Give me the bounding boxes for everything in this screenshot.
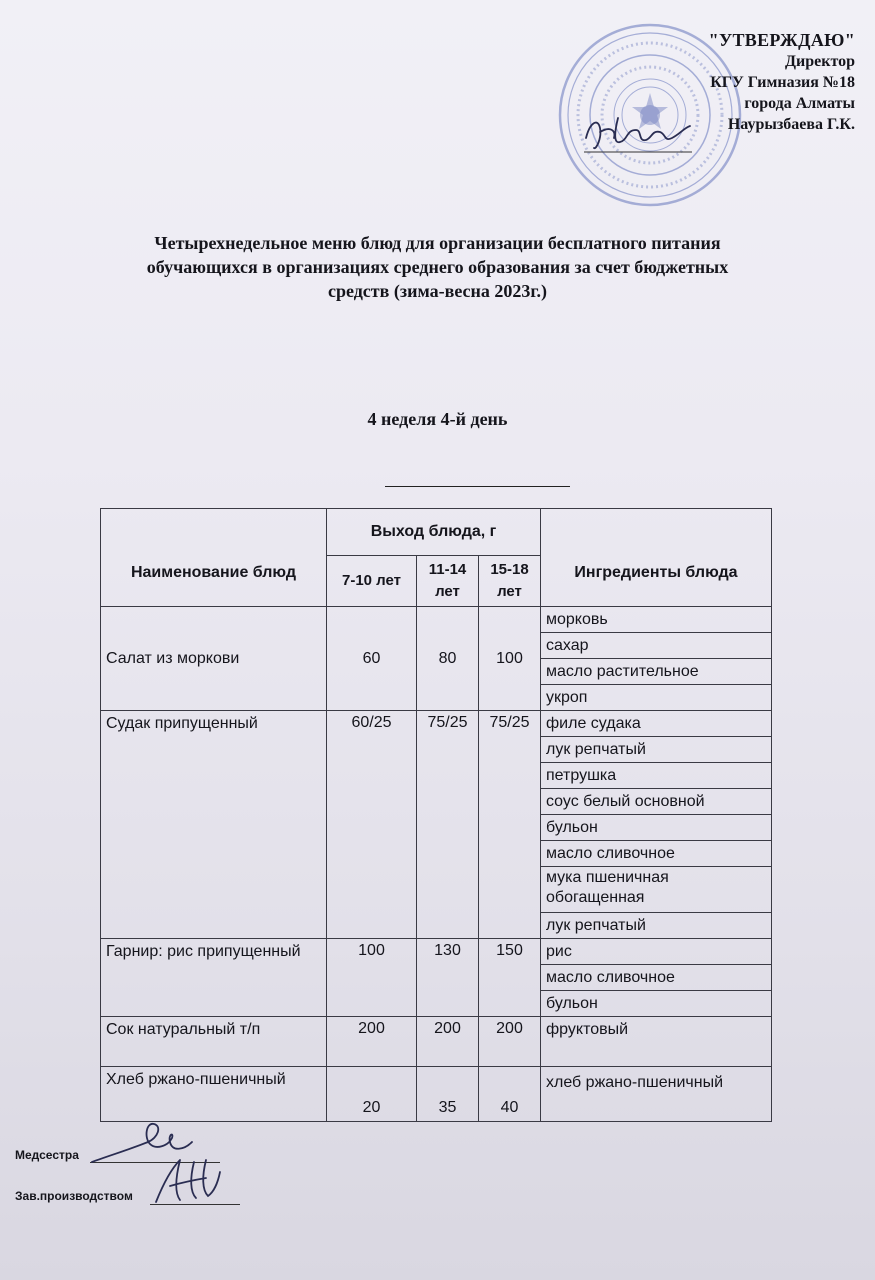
ingredient: морковь (541, 607, 771, 633)
yield-value: 75/25 (417, 711, 479, 939)
ingredient: масло сливочное (541, 965, 771, 991)
header-ingredients: Ингредиенты блюда (541, 509, 772, 607)
yield-value: 75/25 (479, 711, 541, 939)
ingredients-cell (541, 711, 772, 939)
title-line-2: обучающихся в организациях среднего образования за счет бюджетных (146, 257, 729, 277)
dish-name: Судак припущенный (101, 711, 327, 939)
yield-value: 35 (417, 1067, 479, 1122)
ingredient: масло растительное (541, 659, 771, 685)
ingredient: фруктовый (546, 1021, 629, 1038)
nurse-label: Медсестра (15, 1148, 79, 1162)
yield-value: 100 (479, 607, 541, 711)
header-yield: Выход блюда, г (327, 509, 541, 556)
approval-city: города Алматы (744, 95, 855, 112)
ingredient: бульон (541, 815, 771, 841)
week-day-heading: 4 неделя 4-й день (367, 409, 508, 429)
yield-value: 150 (479, 939, 541, 1017)
director-signature (580, 108, 700, 160)
ingredient: укроп (546, 689, 588, 706)
production-manager-label: Зав.производством (15, 1189, 133, 1203)
yield-value: 40 (479, 1067, 541, 1122)
header-age-15-18: 15-18 лет (479, 556, 541, 607)
ingredient: филе судака (541, 711, 771, 737)
approval-name: Наурызбаева Г.К. (727, 116, 855, 133)
ingredients-cell (541, 1017, 772, 1067)
yield-value: 60 (327, 607, 417, 711)
yield-value: 60/25 (327, 711, 417, 939)
menu-table (100, 508, 772, 1122)
ingredients-cell (541, 1067, 772, 1122)
approval-org: КГУ Гимназия №18 (710, 74, 855, 91)
ingredient: мука пшеничная обогащенная (541, 867, 771, 913)
ingredients-cell (541, 607, 772, 711)
underline-divider (385, 486, 570, 487)
ingredient: бульон (546, 995, 598, 1012)
dish-name: Салат из моркови (101, 607, 327, 711)
approval-heading: "УТВЕРЖДАЮ" (708, 30, 855, 50)
ingredient: сахар (541, 633, 771, 659)
table-header-row (101, 509, 772, 556)
yield-value: 80 (417, 607, 479, 711)
table-row (101, 1067, 772, 1122)
header-age-11-14: 11-14 лет (417, 556, 479, 607)
yield-value: 20 (327, 1067, 417, 1122)
ingredient: соус белый основной (541, 789, 771, 815)
ingredient: петрушка (541, 763, 771, 789)
yield-value: 200 (417, 1017, 479, 1067)
dish-name: Хлеб ржано-пшеничный (101, 1067, 327, 1122)
header-dish-name: Наименование блюд (101, 509, 327, 607)
dish-name: Гарнир: рис припущенный (101, 939, 327, 1017)
approval-position: Директор (785, 53, 855, 70)
ingredient: лук репчатый (546, 917, 646, 934)
ingredient: масло сливочное (541, 841, 771, 867)
production-signature (150, 1152, 225, 1210)
yield-value: 130 (417, 939, 479, 1017)
ingredient: лук репчатый (541, 737, 771, 763)
table-row (101, 939, 772, 1017)
title-line-1: Четырехнедельное меню блюд для организации бесплатного питания (154, 233, 721, 253)
yield-value: 200 (327, 1017, 417, 1067)
table-row (101, 607, 772, 711)
dish-name: Сок натуральный т/п (101, 1017, 327, 1067)
header-age-7-10: 7-10 лет (327, 556, 417, 607)
title-line-3: средств (зима-весна 2023г.) (327, 281, 548, 301)
yield-value: 200 (479, 1017, 541, 1067)
table-row (101, 711, 772, 939)
table-row (101, 1017, 772, 1067)
yield-value: 100 (327, 939, 417, 1017)
approval-block (709, 30, 855, 135)
document-title (95, 231, 780, 303)
ingredient: рис (541, 939, 771, 965)
ingredient: хлеб ржано-пшеничный (546, 1074, 724, 1091)
ingredients-cell (541, 939, 772, 1017)
